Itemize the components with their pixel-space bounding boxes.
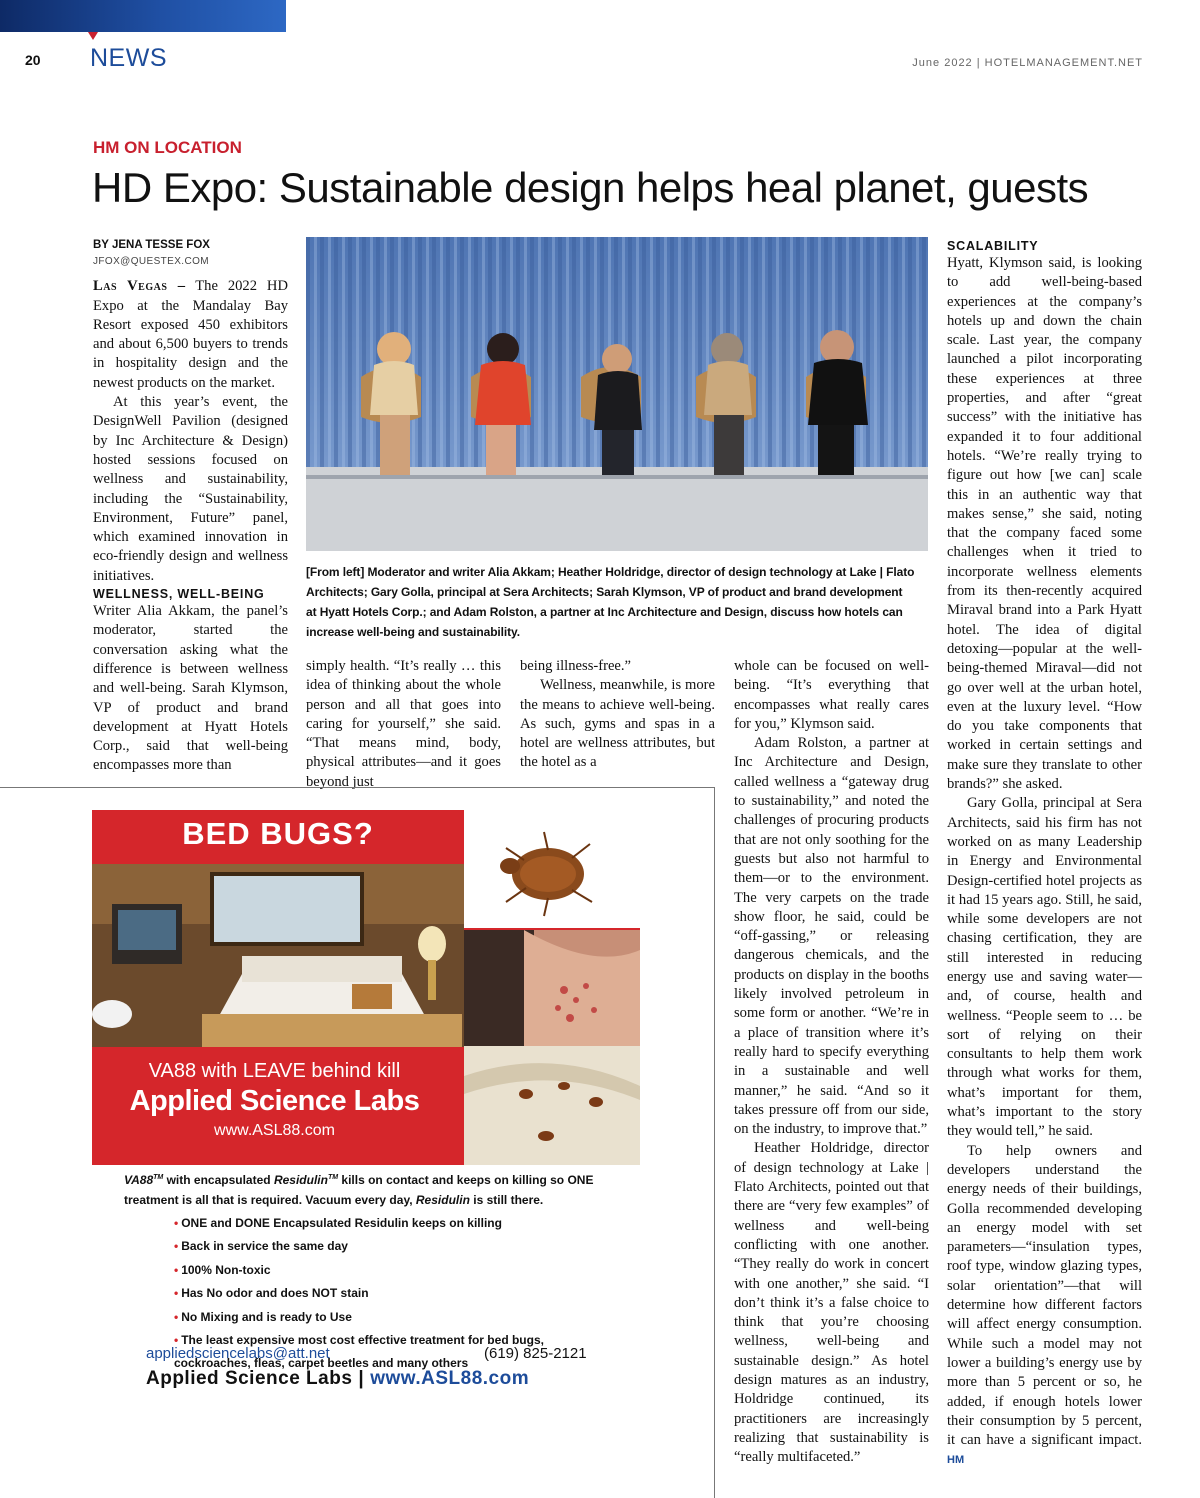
article-paragraph: being illness-free.” xyxy=(520,658,632,674)
hotel-room-illustration xyxy=(92,864,464,1047)
ad-footer xyxy=(146,1368,529,1390)
section-title: NEWS xyxy=(90,44,167,72)
article-paragraph: To help owners and developers understand the energy needs of their buildings, Golla recommended developing an energy model with set parameters—“insulation types, roof type, window glazing types, solar orientation”—that will determine how different factors will affect energy consumption. While such a model may not lower a building’s energy use by more than 5 percent or so, he added, if enough hotels lower their consumption by 5 percent, it can have a significant impact. HM xyxy=(947,1142,1142,1467)
article-paragraph: Hyatt, Klymson said, is looking to add well-being-based experiences at the company’s hotels up and down the chain scale. Last year, the company launched a pilot incorporating these experiences at three properties, and after “great success” with the initiative has expanded it to four additional hotels. “We’re really trying to figure out how [we can] scale this in an authentic way that makes sense,” she said, noting that the company faced some challenges when it tried to incorporate wellness elements from its then-recently acquired Miraval brand into a Park Hyatt hotel. The idea of digital detoxing—popular at the well-being-themed Miraval—did not go over well at the urban hotel, even at the luxury level. “How do you take components that worked in certain settings and make sure they translate to other brands?” she asked. xyxy=(947,255,1142,793)
bullet-dot-icon: • xyxy=(174,1309,179,1324)
bullet-dot-icon: • xyxy=(174,1286,179,1301)
bullet-dot-icon: • xyxy=(174,1262,179,1277)
skin-bites-image xyxy=(464,930,640,1046)
bullet-dot-icon: • xyxy=(174,1239,179,1254)
panel-photo-image xyxy=(306,237,928,551)
hotel-room-image xyxy=(92,864,464,1047)
article-column-2 xyxy=(306,657,501,792)
photo-caption: [From left] Moderator and writer Alia Akkam; Heather Holdridge, director of design technology at Lake | Flato Architects; Gary Golla, principal at Sera Architects; Sarah Klymson, VP of product and brand development at Hyatt Hotels Corp.; and Adam Rolston, a partner at Inc Architecture and Design, discuss how hotels can increase well-being and sustainability. xyxy=(306,565,915,639)
bed-bug-illustration xyxy=(464,810,640,928)
ad-bullet: • ONE and DONE Encapsulated Residulin keeps on killing xyxy=(174,1216,502,1230)
subhead-scalability: SCALABILITY xyxy=(947,239,1039,253)
issue-and-site: June 2022 | HOTELMANAGEMENT.NET xyxy=(912,57,1143,69)
bullet-dot-icon: • xyxy=(174,1333,179,1348)
ad-bullet-continuation: cockroaches, fleas, carpet beetles and many others xyxy=(174,1356,469,1371)
end-mark: HM xyxy=(947,1454,965,1467)
article-headline: HD Expo: Sustainable design helps heal planet, guests xyxy=(92,164,1089,211)
article-paragraph: Adam Rolston, a partner at Inc Architecture and Design, called wellness a “gateway drug to sustainability,” and noted the challenges of procuring products that are not only soothing for the guests but also not harmful to them—or to the environment. The very carpets on the trade show floor, he said, could be “off-gassing,” or releasing dangerous chemicals, and the products on display in the booths likely involved petroleum in some form or another. “We’re in a place of transition where it’s really hard to specify everything in a sustainable and well manner,” he said. “And so it takes pressure off from our side, on the industry, to improve that.” xyxy=(734,735,929,1138)
header-marker xyxy=(88,32,98,40)
mattress-bugs-illustration xyxy=(464,1046,640,1165)
article-column-4 xyxy=(734,657,929,1467)
header-color-bar xyxy=(0,0,286,32)
ad-brand: Applied Science Labs xyxy=(129,1085,420,1117)
article-paragraph: simply health. “It’s really … this idea of thinking about the whole person and all that goes into caring for yourself,” she said. “That means mind, body, physical attributes—and it goes beyond just xyxy=(306,658,501,790)
author-email: JFOX@QUESTEX.COM xyxy=(93,256,210,267)
article-paragraph: whole can be focused on well-being. “It’s everything that encompasses what really cares for you,” Klymson said. xyxy=(734,658,929,732)
panel-photo xyxy=(306,237,928,551)
ad-url-small: www.ASL88.com xyxy=(214,1122,335,1139)
ad-bullet: • Has No odor and does NOT stain xyxy=(174,1286,369,1301)
mattress-bugs-image xyxy=(464,1046,640,1165)
dateline: Las Vegas – xyxy=(93,278,186,295)
ad-bullet: • 100% Non-toxic xyxy=(174,1262,271,1277)
article-kicker: HM ON LOCATION xyxy=(93,138,242,157)
byline: BY JENA TESSE FOX xyxy=(93,239,210,251)
ad-bullet: • Back in service the same day xyxy=(174,1239,348,1254)
article-column-3 xyxy=(520,657,715,773)
article-column-1 xyxy=(93,238,288,776)
ad-bullet: • The least expensive most cost effective treatment for bed bugs, cockroaches, fleas, carpet beetles and many others xyxy=(174,1329,594,1376)
ad-email-link[interactable]: appliedsciencelabs@att.net xyxy=(146,1345,330,1362)
article-paragraph: At this year’s event, the DesignWell Pavilion (designed by Inc Architecture & Design) hosted sessions focused on wellness and sustainability, including the “Sustainability, Environment, Future” panel, which examined innovation in eco-friendly design and wellness initiatives. xyxy=(93,394,288,584)
bed-bug-image xyxy=(464,810,640,928)
article-paragraph: Gary Golla, principal at Sera Architects, said his firm has not worked on as many Leadership in Energy and Environmental Design-certified hotel projects as it had 15 years ago. Still, he said, while some developers are not chasing certification, they are still interested in reducing energy use and saving water—and, of course, health and wellness. “People seem to … be sort of relying on their consultants to help them work through what works for them, what’s important for them, what’s important to the story they would tell,” he said. xyxy=(947,795,1142,1140)
ad-footer-separator: | xyxy=(358,1368,365,1389)
article-column-5 xyxy=(947,238,1142,1471)
article-paragraph: Heather Holdridge, director of design technology at Lake | Flato Architects, pointed out that there are “very few examples” of wellness and well-being conflicting with one another. “They really do work in concert with one another,” she said. “I don’t think it’s a false choice to think that you’re choosing wellness, well-being and sustainable design.” As hotel design matures as an industry, Holdridge continued, its practitioners are increasingly realizing that sustainability is “really multifaceted.” xyxy=(734,1140,929,1466)
ad-product-name: VA88 xyxy=(124,1173,154,1187)
article-paragraph: Wellness, meanwhile, is more the means to achieve well-being. As such, gyms and spas in a hotel are wellness attributes, but the hotel as a xyxy=(520,677,715,771)
bullet-dot-icon: • xyxy=(174,1216,179,1230)
ad-footer-url-link[interactable]: www.ASL88.com xyxy=(370,1368,530,1389)
ad-footer-brand: Applied Science Labs xyxy=(146,1368,353,1389)
article-paragraph: Las Vegas – The 2022 HD Expo at the Mandalay Bay Resort exposed 450 exhibitors and about 6,500 buyers to trends in hospitality design and the newest products on the market. xyxy=(93,278,288,391)
ad-tagline: VA88 with LEAVE behind kill xyxy=(148,1060,401,1082)
article-paragraph: Writer Alia Akkam, the panel’s moderator, started the conversation asking what the difference is between wellness and well-being. Sarah Klymson, VP of product and brand development at Hyatt Hotels Corp., said that well-being encompasses more than xyxy=(93,603,288,774)
ad-bullet: • No Mixing and is ready to Use xyxy=(174,1309,352,1324)
skin-bites-illustration xyxy=(464,930,640,1046)
page-number: 20 xyxy=(25,52,41,68)
ad-body-copy: VA88™ with encapsulated Residulin™ kills on contact and keeps on killing so ONE treatment is all that is required. Vacuum every day, Residulin is still there. xyxy=(124,1173,594,1207)
ad-phone: (619) 825-2121 xyxy=(484,1345,587,1362)
ad-title: BED BUGS? xyxy=(182,816,374,851)
subhead-wellness: WELLNESS, WELL-BEING xyxy=(93,587,265,602)
